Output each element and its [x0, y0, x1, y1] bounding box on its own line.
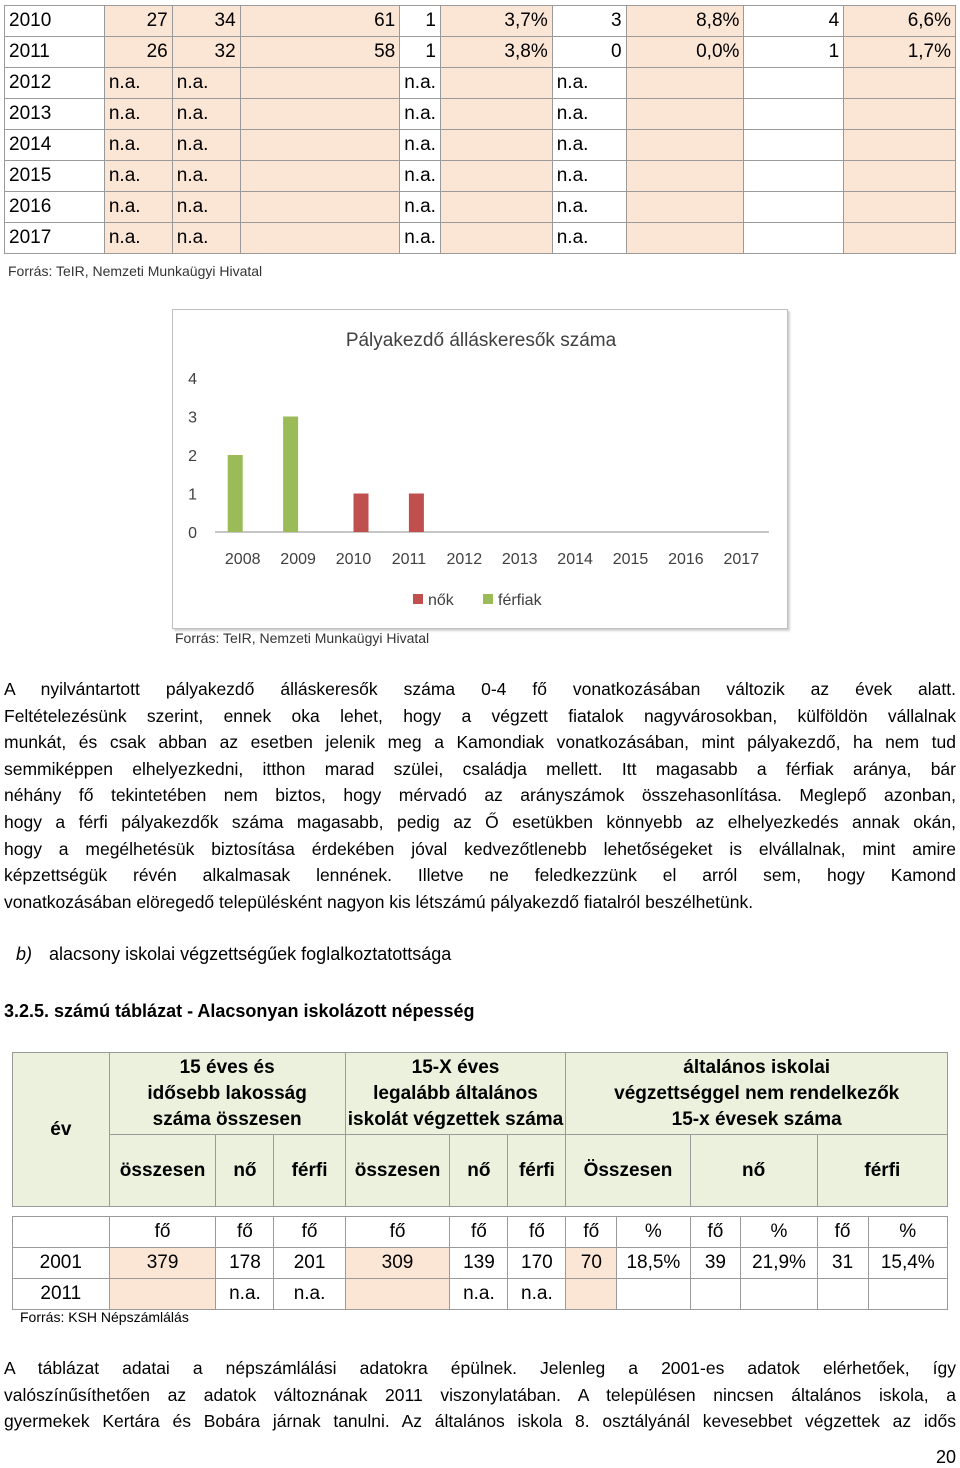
subheader-cell: férfi [817, 1135, 947, 1207]
paragraph-line: semmiképpen elhelyezkedni, itthon marad szülei, családja mellett. Itt magasabb a férfiak aránya, bár [4, 758, 956, 779]
y-tick-label: 4 [188, 371, 197, 388]
top-table-cell [440, 130, 552, 161]
top-table-cell [240, 99, 400, 130]
bar-nok-2011 [409, 494, 424, 533]
top-table-cell: 0,0% [626, 37, 744, 68]
top-table-row [5, 6, 956, 37]
legend-label: férfiak [498, 592, 542, 609]
top-table-cell: 2016 [5, 192, 105, 223]
page-number: 20 [935, 1447, 956, 1467]
low-table-cell: 31 [817, 1248, 868, 1279]
top-table-cell: 2014 [5, 130, 105, 161]
low-table-cell: 139 [450, 1248, 508, 1279]
top-table-cell: 2015 [5, 161, 105, 192]
legend-label: nők [428, 592, 454, 609]
top-table-cell [844, 68, 956, 99]
y-tick-label: 1 [188, 486, 197, 504]
top-table-cell: n.a. [552, 99, 626, 130]
unit-cell: fő [566, 1217, 617, 1248]
subheader-row [13, 1135, 948, 1207]
low-table-cell: 2001 [13, 1248, 110, 1279]
chart-canvas [173, 310, 787, 628]
paragraph-nepszamlalas [4, 1355, 956, 1435]
header-group-nem-rendelkezok: általános iskolai végzettséggel nem rendelkezők 15-x évesek száma [566, 1053, 948, 1135]
x-tick-label: 2009 [280, 551, 316, 568]
top-table-cell: n.a. [400, 68, 441, 99]
top-table-cell [240, 68, 400, 99]
unit-cell: % [741, 1217, 817, 1248]
top-table-cell [744, 223, 844, 254]
top-table-source: Forrás: TeIR, Nemzeti Munkaügyi Hivatal [8, 263, 263, 279]
unit-blank-cell [13, 1217, 110, 1248]
bar-chart [172, 309, 788, 629]
paragraph-line: gyermekek Kertára és Bobára járnak tanulni. Az általános iskola 8. osztályánál kevesebbet végzettek az idős [4, 1411, 956, 1432]
top-table-cell: n.a. [172, 223, 240, 254]
low-table-row [13, 1279, 948, 1310]
low-table-cell: n.a. [274, 1279, 345, 1310]
top-table-row [5, 223, 956, 254]
low-table-cell [566, 1279, 617, 1310]
section-b-text: alacsony iskolai végzettségűek foglalkoztatottsága [49, 944, 452, 964]
top-table-cell: n.a. [552, 130, 626, 161]
low-table-cell [817, 1279, 868, 1310]
unit-cell: fő [817, 1217, 868, 1248]
top-table-cell [626, 192, 744, 223]
top-table-cell [626, 223, 744, 254]
top-table-cell: n.a. [552, 223, 626, 254]
chart-legend [413, 592, 543, 609]
low-table-cell: 309 [345, 1248, 450, 1279]
table-title: 3.2.5. számú táblázat - Alacsonyan iskolázott népesség [4, 1001, 475, 1021]
low-table-cell: n.a. [508, 1279, 566, 1310]
chart-source-text: Forrás: TeIR, Nemzeti Munkaügyi Hivatal [175, 630, 430, 646]
top-table-cell: n.a. [104, 161, 172, 192]
top-table-cell: n.a. [552, 68, 626, 99]
top-table-cell: 6,6% [844, 6, 956, 37]
unit-cell: fő [216, 1217, 274, 1248]
low-table-cell [690, 1279, 741, 1310]
top-table-cell: n.a. [104, 68, 172, 99]
unit-cell: fő [109, 1217, 216, 1248]
low-table-cell: 170 [508, 1248, 566, 1279]
paragraph-line: valószínűsíthetően az adatok változnának 2011 viszonylatában. A településen nincsen általános iskola, a [4, 1384, 956, 1405]
top-table-row [5, 99, 956, 130]
top-table-cell: 2011 [5, 37, 105, 68]
low-table-cell: 18,5% [617, 1248, 690, 1279]
top-table-cell [844, 192, 956, 223]
top-table-cell: n.a. [400, 161, 441, 192]
top-table-cell: n.a. [104, 99, 172, 130]
top-table-cell [844, 99, 956, 130]
header-group-15-eves: 15 éves és idősebb lakosság száma összesen [109, 1053, 345, 1135]
top-table-row [5, 130, 956, 161]
low-table-cell: 178 [216, 1248, 274, 1279]
unit-cell: fő [450, 1217, 508, 1248]
top-table-cell: n.a. [400, 130, 441, 161]
paragraph-line: hogy a férfi pályakezdők száma magasabb, pedig az Ő esetükben könnyebb az elhelyezkedés annak okán, [4, 811, 956, 832]
top-table-cell: 2013 [5, 99, 105, 130]
unit-cell: fő [345, 1217, 450, 1248]
x-tick-label: 2012 [446, 551, 483, 568]
top-table-cell: n.a. [172, 161, 240, 192]
paragraph-pályakezdők [4, 676, 956, 915]
low-table-cell: 15,4% [868, 1248, 947, 1279]
top-table-cell [240, 161, 400, 192]
top-table-cell [240, 223, 400, 254]
top-table-cell: 34 [172, 6, 240, 37]
top-table-cell: 26 [104, 37, 172, 68]
top-table-cell [440, 223, 552, 254]
top-data-table [4, 5, 956, 254]
top-table-cell: 2012 [5, 68, 105, 99]
chart-bars [228, 417, 424, 533]
paragraph-line: A nyilvántartott pályakezdő álláskeresők száma 0-4 fő vonatkozásában változik az évek alatt. [4, 679, 956, 699]
top-table-cell: 1 [400, 37, 441, 68]
top-table-cell [844, 130, 956, 161]
top-table-cell: 2010 [5, 6, 105, 37]
paragraph-line: néhány fő tekintetében nem biztos, hogy mérvadó az arányszámok összehasonlítása. Meglepő azonban, [4, 785, 956, 806]
bar-nok-2010 [354, 494, 369, 533]
paragraph-line: hogy a megélhetésük biztosítása érdekében jóval kedvezőtlenebb lehetőségeket is elvállalnak, mint amire [4, 838, 956, 859]
x-tick-label: 2011 [391, 551, 427, 568]
top-table-row [5, 37, 956, 68]
low-table-cell [617, 1279, 690, 1310]
y-axis-ticks [188, 371, 197, 542]
top-table-cell: 32 [172, 37, 240, 68]
top-table-cell [626, 161, 744, 192]
low-table-cell [109, 1279, 216, 1310]
x-tick-label: 2008 [224, 551, 261, 568]
low-table-cell: n.a. [450, 1279, 508, 1310]
top-table-cell: n.a. [400, 99, 441, 130]
unit-cell: fő [508, 1217, 566, 1248]
low-table-cell: 39 [690, 1248, 741, 1279]
top-table-cell [440, 68, 552, 99]
spacer-row [13, 1207, 948, 1217]
top-table-cell [626, 99, 744, 130]
top-table-cell: 1,7% [844, 37, 956, 68]
subheader-cell: nő [450, 1135, 508, 1207]
subheader-cell: férfi [274, 1135, 345, 1207]
x-tick-label: 2016 [668, 551, 704, 568]
top-table-cell [440, 99, 552, 130]
low-table-cell: n.a. [216, 1279, 274, 1310]
low-table-cell: 21,9% [741, 1248, 817, 1279]
legend-swatch [483, 594, 493, 604]
subheader-cell: férfi [508, 1135, 566, 1207]
top-table-cell: n.a. [400, 223, 441, 254]
top-table-row [5, 68, 956, 99]
top-table-cell [744, 99, 844, 130]
top-table-cell: 8,8% [626, 6, 744, 37]
subheader-cell: összesen [345, 1135, 450, 1207]
x-axis-ticks [225, 551, 759, 568]
paragraph-line: munkát, és csak abban az esetben jelenik meg a Kamondiak vonatkozásában, mint pályakezdő, ha nem tud [4, 732, 956, 753]
top-table-row [5, 161, 956, 192]
top-table-cell [744, 68, 844, 99]
subheader-cell: Összesen [566, 1135, 690, 1207]
top-table-cell: n.a. [400, 192, 441, 223]
top-table-cell: 1 [400, 6, 441, 37]
y-tick-label: 2 [188, 448, 197, 465]
top-table-cell: 1 [744, 37, 844, 68]
x-tick-label: 2017 [723, 551, 760, 568]
low-table-cell [868, 1279, 947, 1310]
top-table-cell: n.a. [172, 68, 240, 99]
top-table-cell [626, 130, 744, 161]
low-table-cell [345, 1279, 450, 1310]
top-table-cell: n.a. [104, 223, 172, 254]
top-table-cell: n.a. [104, 192, 172, 223]
top-table-cell [440, 192, 552, 223]
low-table-body [13, 1248, 948, 1310]
top-table-cell [440, 161, 552, 192]
low-table-cell: 70 [566, 1248, 617, 1279]
chart-title: Pályakezdő álláskeresők száma [345, 330, 617, 351]
x-tick-label: 2013 [501, 551, 538, 568]
bar-ferfiak-2009 [283, 417, 298, 533]
top-table-cell [844, 161, 956, 192]
unit-cell: % [868, 1217, 947, 1248]
top-table-cell [626, 68, 744, 99]
top-table-cell: 3 [552, 6, 626, 37]
low-table-cell: 379 [109, 1248, 216, 1279]
top-table-cell [240, 192, 400, 223]
x-tick-label: 2010 [335, 551, 372, 568]
y-tick-label: 0 [188, 525, 197, 542]
top-table-cell: n.a. [172, 99, 240, 130]
unit-cell: fő [690, 1217, 741, 1248]
top-table-cell: 0 [552, 37, 626, 68]
top-table-cell [844, 223, 956, 254]
top-table-cell: 61 [240, 6, 400, 37]
section-b-letter: b) [16, 944, 33, 964]
top-table-cell [744, 130, 844, 161]
top-table-cell: 3,8% [440, 37, 552, 68]
top-table-cell [240, 130, 400, 161]
top-table-cell: n.a. [552, 192, 626, 223]
header-ev: év [13, 1053, 110, 1207]
top-table-body [5, 6, 956, 254]
top-table-cell: n.a. [104, 130, 172, 161]
top-table-cell: 4 [744, 6, 844, 37]
unit-cell: fő [274, 1217, 345, 1248]
top-table-cell [744, 192, 844, 223]
paragraph-line: Feltételezésünk szerint, ennek oka lehet, hogy a végzett fiatalok nagyvárosokban, külföldön vállalnak [4, 705, 956, 726]
section-b-heading [16, 944, 451, 965]
top-table-cell: n.a. [552, 161, 626, 192]
y-tick-label: 3 [188, 409, 197, 427]
top-table-cell [744, 161, 844, 192]
unit-cell: % [617, 1217, 690, 1248]
low-table-source: Forrás: KSH Népszámlálás [20, 1309, 189, 1325]
top-table-cell: 3,7% [440, 6, 552, 37]
bar-ferfiak-2008 [228, 455, 243, 532]
low-table-cell: 201 [274, 1248, 345, 1279]
low-table-row [13, 1248, 948, 1279]
legend-swatch [413, 594, 423, 604]
header-group-vegzettek: 15-X éves legalább általános iskolát végzettek száma [345, 1053, 566, 1135]
top-table-cell: n.a. [172, 192, 240, 223]
paragraph-line: képzettségük révén alkalmasak lennének. Illetve ne feledkezzünk el arról sem, hogy Kamond [4, 865, 956, 886]
x-tick-label: 2015 [612, 551, 649, 568]
subheader-cell: nő [690, 1135, 817, 1207]
top-table-cell: 2017 [5, 223, 105, 254]
subheader-cell: nő [216, 1135, 274, 1207]
top-table-cell: n.a. [172, 130, 240, 161]
top-table-cell: 27 [104, 6, 172, 37]
low-table-cell [741, 1279, 817, 1310]
paragraph-line: vonatkozásában elöregedő településként nagyon kis létszámú pályakezdő fiatalról beszélhetünk. [4, 891, 754, 912]
low-table-cell: 2011 [13, 1279, 110, 1310]
low-education-table [12, 1052, 948, 1310]
paragraph-line: A táblázat adatai a népszámlálási adatokra épülnek. Jelenleg a 2001-es adatok elérhetőek, így [4, 1358, 956, 1378]
x-tick-label: 2014 [557, 551, 593, 568]
top-table-row [5, 192, 956, 223]
units-row [13, 1217, 948, 1248]
subheader-cell: összesen [109, 1135, 216, 1207]
top-table-cell: 58 [240, 37, 400, 68]
